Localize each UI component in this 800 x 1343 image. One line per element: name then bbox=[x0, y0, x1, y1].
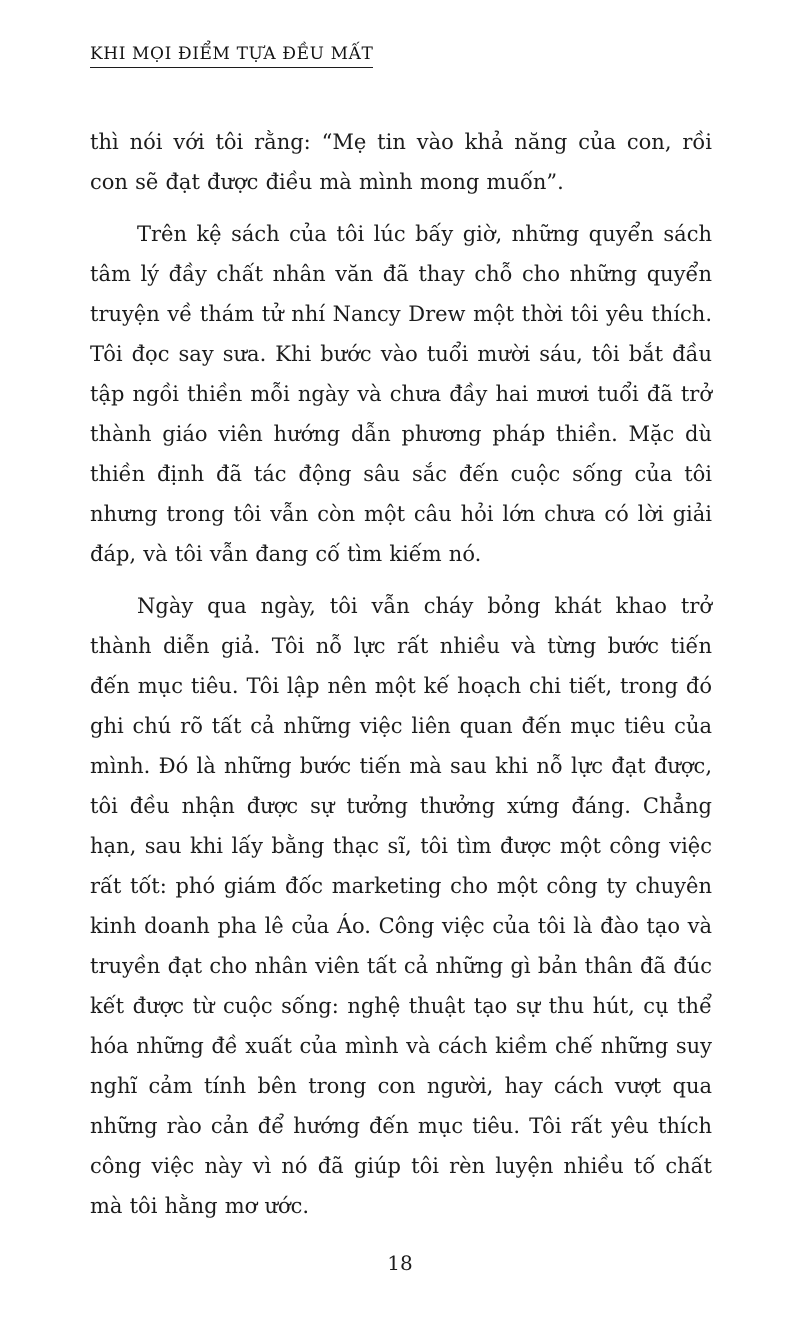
page-number: 18 bbox=[387, 1251, 413, 1275]
paragraph: Trên kệ sách của tôi lúc bấy giờ, những quyển sách tâm lý đầy chất nhân văn đã thay chỗ cho những quyển truyện về thám tử nhí Nancy Drew một thời tôi yêu thích. Tôi đọc say sưa. Khi bước vào tuổi mười sáu, tôi bắt đầu tập ngồi thiền mỗi ngày và chưa đầy hai mươi tuổi đã trở thành giáo viên hướng dẫn phương pháp thiền. Mặc dù thiền định đã tác động sâu sắc đến cuộc sống của tôi nhưng trong tôi vẫn còn một câu hỏi lớn chưa có lời giải đáp, và tôi vẫn đang cố tìm kiếm nó. bbox=[90, 222, 712, 566]
running-header: KHI MỌI ĐIỂM TỰA ĐỀU MẤT bbox=[90, 44, 373, 68]
body-text bbox=[90, 122, 712, 1226]
paragraph: Ngày qua ngày, tôi vẫn cháy bỏng khát khao trở thành diễn giả. Tôi nỗ lực rất nhiều và từng bước tiến đến mục tiêu. Tôi lập nên một kế hoạch chi tiết, trong đó ghi chú rõ tất cả những việc liên quan đến mục tiêu của mình. Đó là những bước tiến mà sau khi nỗ lực đạt được, tôi đều nhận được sự tưởng thưởng xứng đáng. Chẳng hạn, sau khi lấy bằng thạc sĩ, tôi tìm được một công việc rất tốt: phó giám đốc marketing cho một công ty chuyên kinh doanh pha lê của Áo. Công việc của tôi là đào tạo và truyền đạt cho nhân viên tất cả những gì bản thân đã đúc kết được từ cuộc sống: nghệ thuật tạo sự thu hút, cụ thể hóa những đề xuất của mình và cách kiềm chế những suy nghĩ cảm tính bên trong con người, hay cách vượt qua những rào cản để hướng đến mục tiêu. Tôi rất yêu thích công việc này vì nó đã giúp tôi rèn luyện nhiều tố chất mà tôi hằng mơ ước. bbox=[90, 594, 712, 1218]
paragraph: thì nói với tôi rằng: “Mẹ tin vào khả năng của con, rồi con sẽ đạt được điều mà mình mong muốn”. bbox=[90, 130, 712, 194]
